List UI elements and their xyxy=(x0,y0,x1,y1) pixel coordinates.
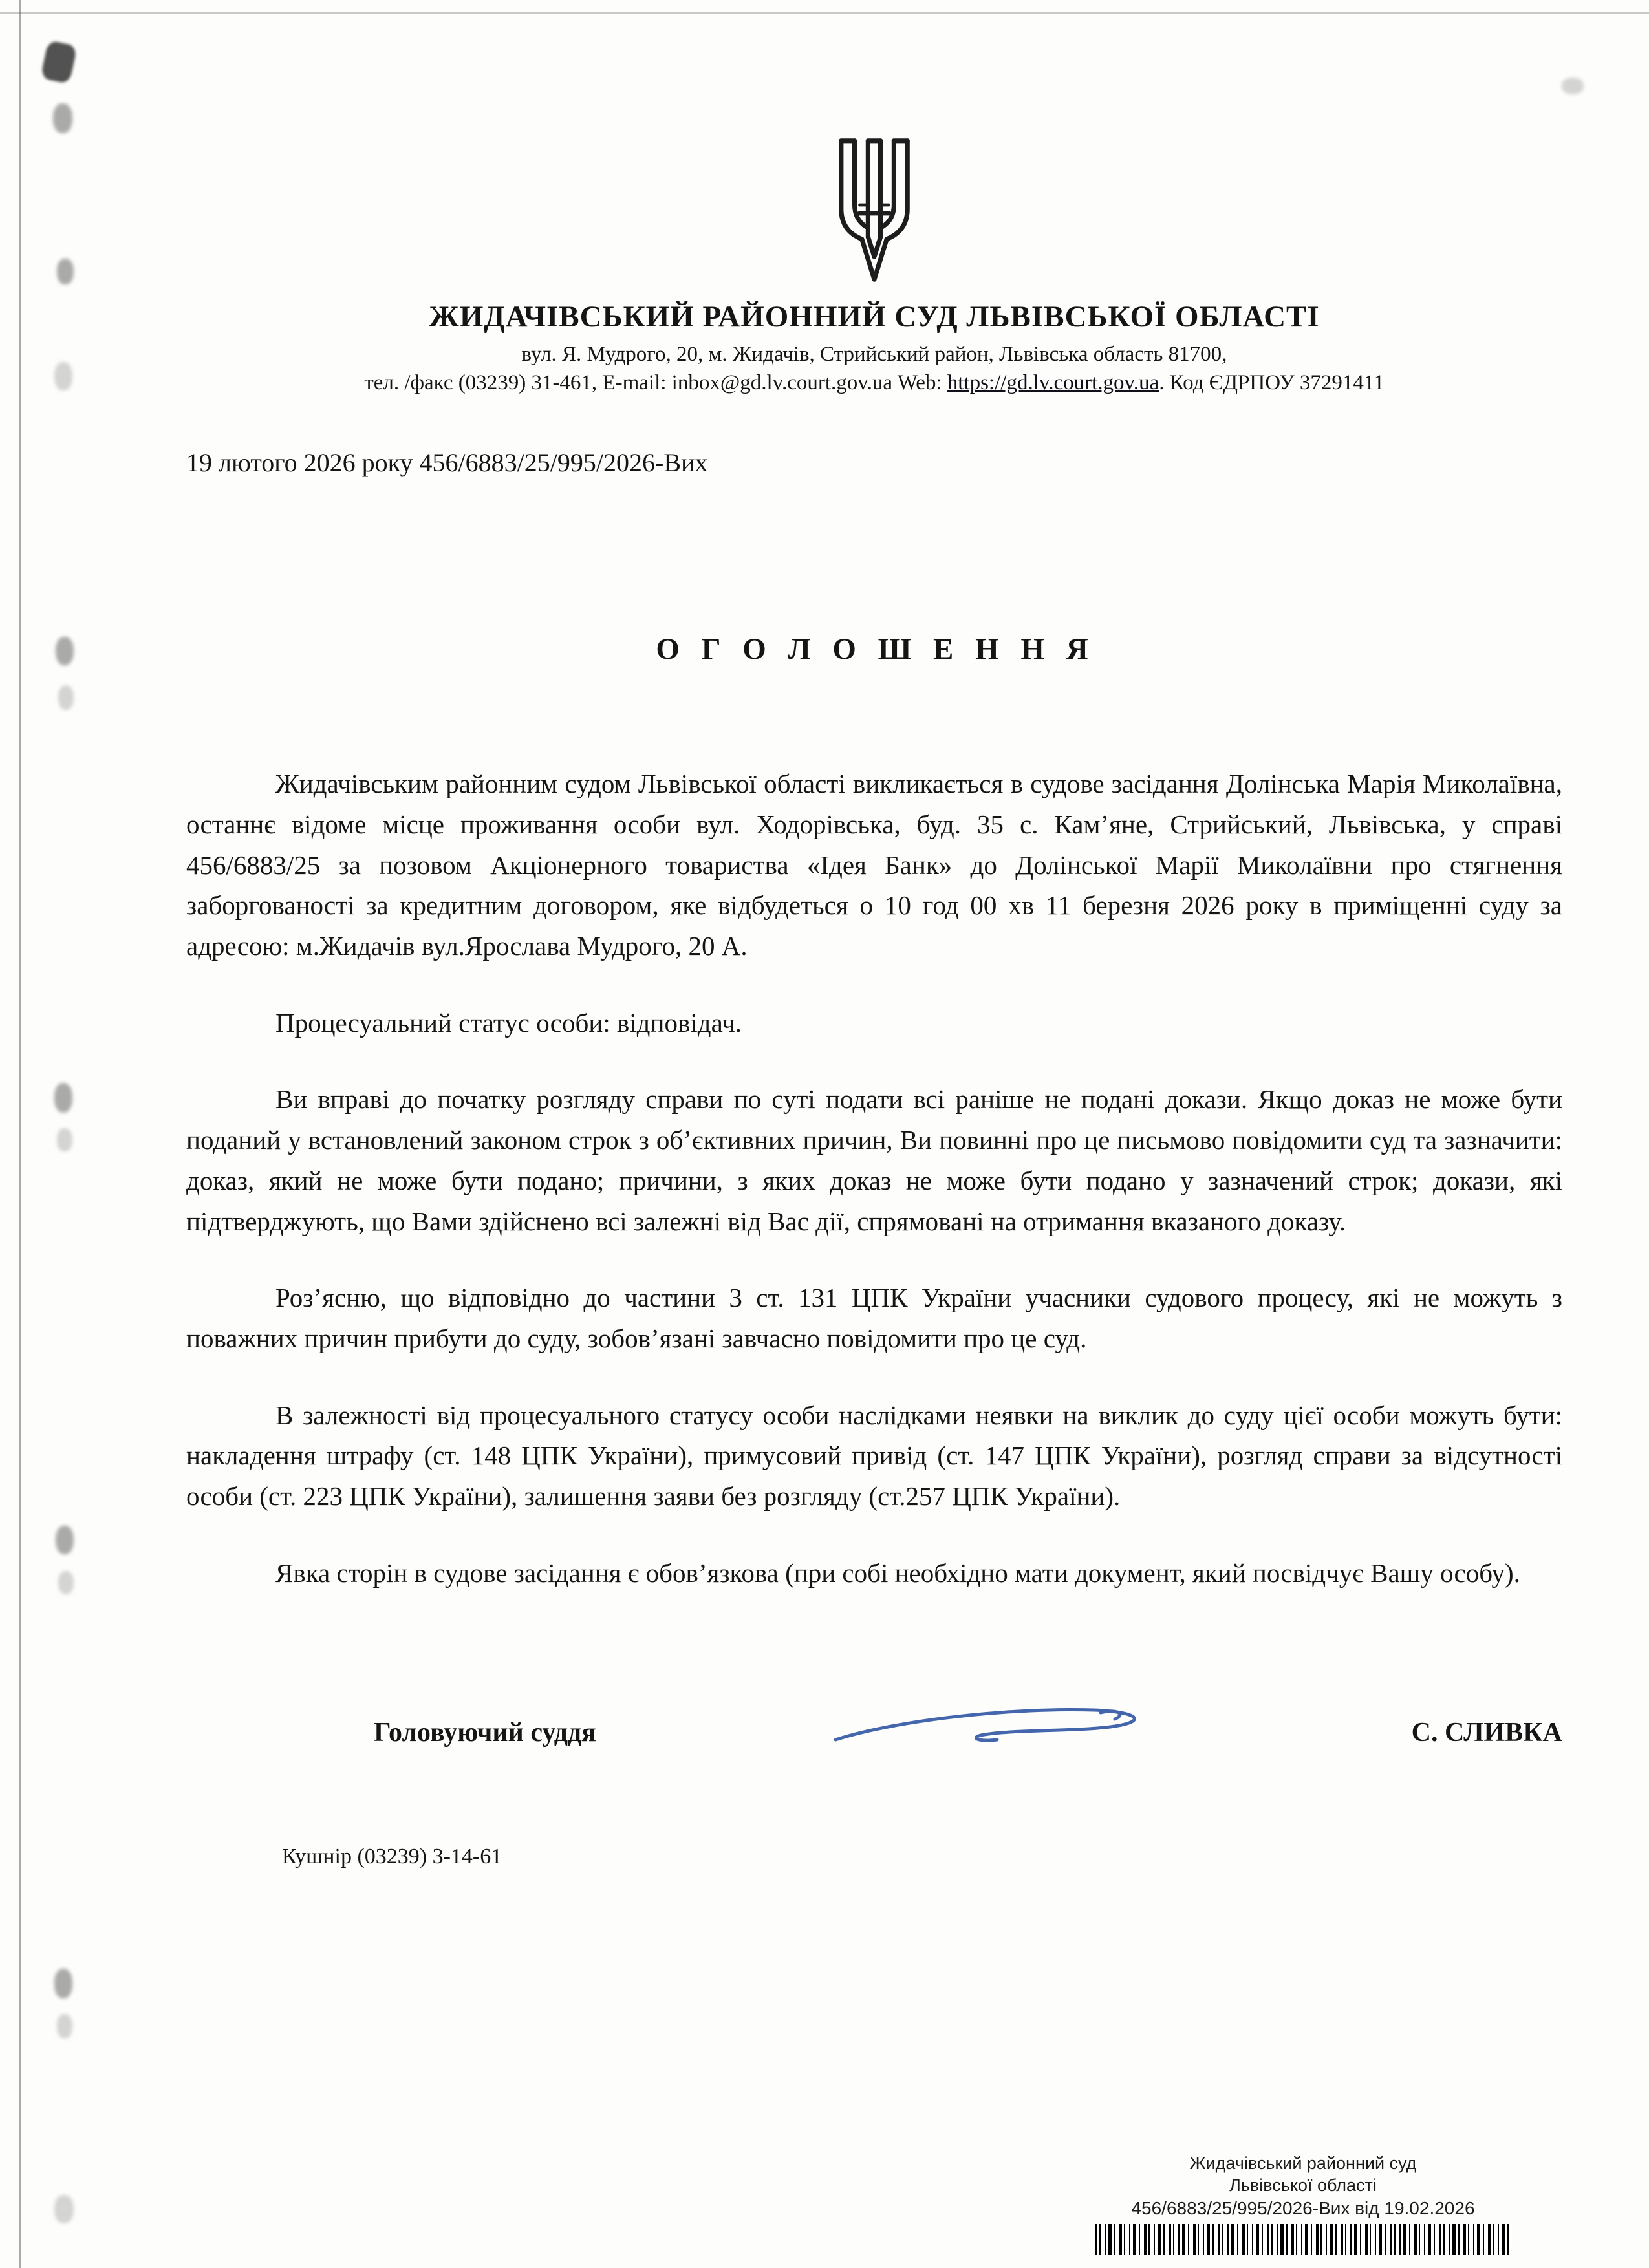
judge-title-label: Головуючий суддя xyxy=(374,1717,596,1748)
scan-artifact xyxy=(53,103,72,133)
scan-artifact xyxy=(54,1083,72,1113)
court-contacts-text: тел. /факс (03239) 31-461, E-mail: inbox@gd.lv.court.gov.ua Web: xyxy=(364,370,947,394)
scan-artifact xyxy=(57,2014,72,2038)
clerk-contact-line: Кушнір (03239) 3-14-61 xyxy=(282,1844,502,1868)
scan-artifact xyxy=(54,2195,74,2223)
signature-row xyxy=(186,1704,1562,1762)
judge-signature xyxy=(596,1700,1412,1758)
scan-artifact xyxy=(56,637,74,665)
scan-artifact xyxy=(57,259,74,284)
scan-artifact xyxy=(58,1571,74,1594)
court-address xyxy=(186,341,1562,397)
scan-artifact xyxy=(1562,78,1584,94)
date-reference-line: 19 лютого 2026 року 456/6883/25/995/2026-Вих xyxy=(186,448,708,478)
court-website-link[interactable]: https://gd.lv.court.gov.ua xyxy=(947,370,1159,394)
scan-artifact xyxy=(54,1969,72,1998)
scan-artifact xyxy=(58,685,74,710)
footer-court-name: Жидачівський районний суд xyxy=(1189,2154,1417,2173)
scan-artifact xyxy=(56,1526,74,1554)
paragraph-summons: Жидачівським районним судом Львівської області викликається в судове засідання Долінська Марія Миколаївна, останнє відоме місце проживання особи вул. Ходорівська, буд. 35 с. Кам’яне, Стрийський, Львівська, у справі 456/6883/25 за позовом Акціонерного товариства «Ідея Банк» до Долінської Марії Миколаївни про стягнення заборгованості за кредитним договором, яке відбудеться о 10 год 00 хв 11 березня 2026 року в приміщенні суду за адресою: м.Жидачів вул.Ярослава Мудрого, 20 А. xyxy=(186,769,1562,961)
document-content xyxy=(186,0,1562,1869)
paragraph-evidence: Ви вправі до початку розгляду справи по суті подати всі раніше не подані докази. Якщо доказ не може бути поданий у встановлений законом строк з об’єктивних причин, Ви повинні про це письмово повідомити суд та зазначити: доказ, який не може бути подано; причини, з яких доказ не може бути подано у зазначений строк; докази, які підтверджують, що Вами здійснено всі залежні від Вас дії, спрямовані на отримання вказаного доказу. xyxy=(186,1084,1562,1236)
court-address-line1: вул. Я. Мудрого, 20, м. Жидачів, Стрийський район, Львівська область 81700, xyxy=(521,343,1227,366)
scan-edge-left xyxy=(19,0,21,2268)
court-edrpou-text: . Код ЄДРПОУ 37291411 xyxy=(1159,370,1385,394)
document-title: О Г О Л О Ш Е Н Н Я xyxy=(656,632,1093,667)
document-barcode xyxy=(1095,2224,1512,2255)
paragraph-status: Процесуальний статус особи: відповідач. xyxy=(275,1007,742,1038)
ukraine-trident-icon xyxy=(820,133,929,288)
scan-artifact xyxy=(54,362,72,390)
scan-artifact xyxy=(40,40,77,84)
footer-court-region: Львівської області xyxy=(1229,2175,1377,2195)
court-name: ЖИДАЧІВСЬКИЙ РАЙОННИЙ СУД ЛЬВІВСЬКОЇ ОБЛАСТІ xyxy=(429,300,1320,334)
paragraph-attendance: Явка сторін в судове засідання є обов’язкова (при собі необхідно мати документ, який посвідчує Вашу особу). xyxy=(275,1557,1520,1588)
paragraph-article-131: Роз’ясню, що відповідно до частини 3 ст. 131 ЦПК України учасники судового процесу, які не можуть з поважних причин прибути до суду, зобов’язані завчасно повідомити про це суд. xyxy=(186,1283,1562,1353)
scan-artifact xyxy=(57,1128,72,1151)
paragraph-consequences: В залежності від процесуального статусу особи наслідками неявки на виклик до суду цієї особи можуть бути: накладення штрафу (ст. 148 ЦПК України), примусовий привід (ст. 147 ЦПК України), розгляд справи за відсутності особи (ст. 223 ЦПК України), залишення заяви без розгляду (ст.257 ЦПК України). xyxy=(186,1400,1562,1512)
footer-reference-number: 456/6883/25/995/2026-Вих від 19.02.2026 xyxy=(1131,2198,1475,2218)
judge-name: С. СЛИВКА xyxy=(1411,1717,1562,1748)
footer-stamp xyxy=(1093,2153,1513,2255)
